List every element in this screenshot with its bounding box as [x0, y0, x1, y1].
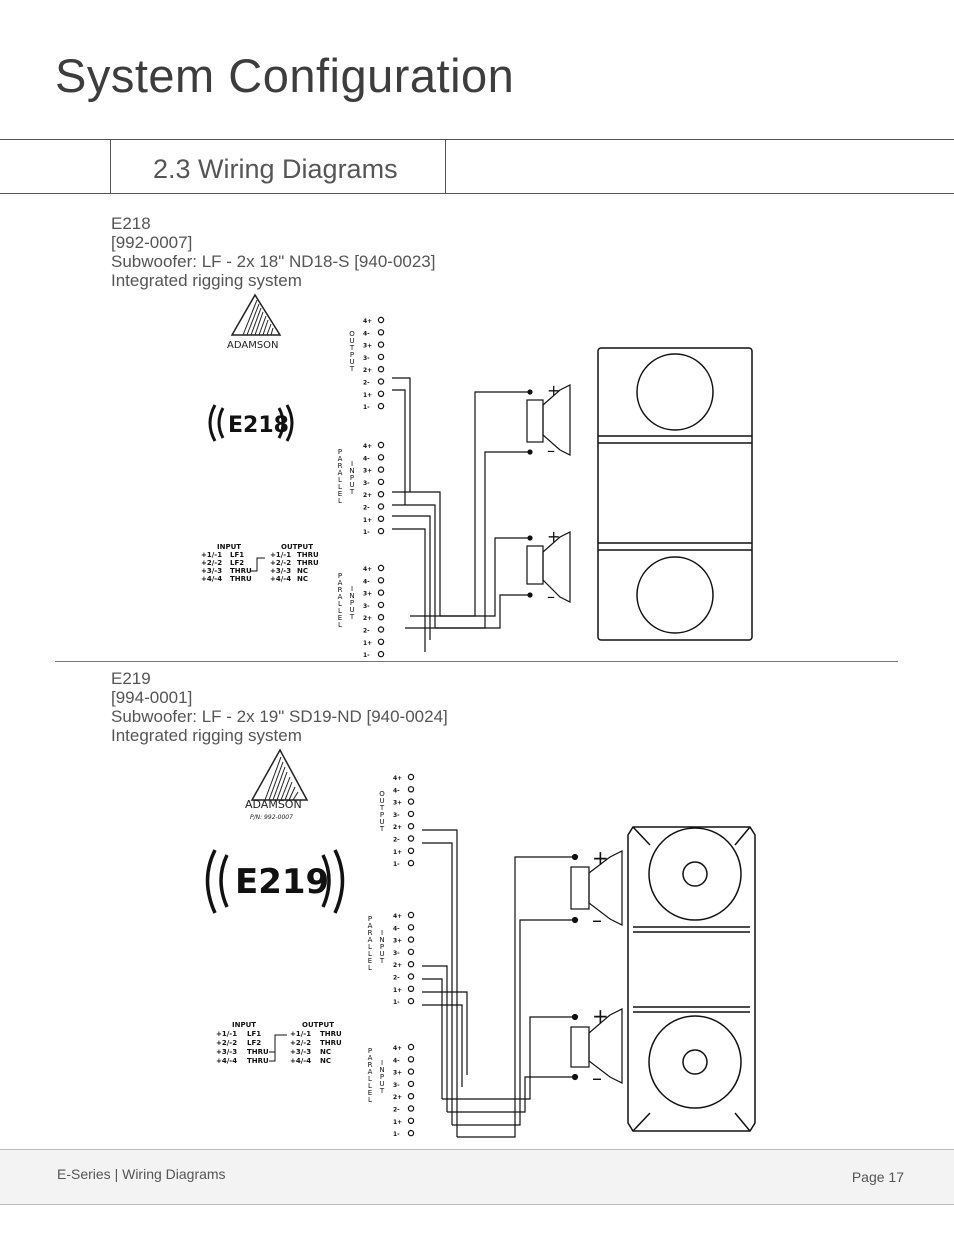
- pin-label: 2+: [393, 824, 403, 832]
- e218-table-output-header: OUTPUT: [281, 543, 313, 551]
- pin-label: 3-: [363, 479, 370, 487]
- e218-badge-text: E218: [228, 413, 289, 438]
- pin-label: 2-: [363, 504, 370, 512]
- pin-terminal: [408, 799, 413, 804]
- pin-terminal: [408, 986, 413, 991]
- pin-label: 4+: [363, 443, 373, 450]
- pin-label: 4+: [393, 1045, 403, 1052]
- e219-info: [111, 669, 448, 745]
- pin-label: 4+: [363, 566, 373, 573]
- pin-terminal: [408, 774, 413, 779]
- connector-label: INPUT: [348, 460, 356, 495]
- e218-info: [111, 214, 436, 290]
- pin-terminal: [378, 639, 383, 644]
- pin-terminal: [408, 787, 413, 792]
- pin-terminal: [378, 391, 383, 396]
- pin-terminal: [378, 529, 383, 534]
- e218-t-r1-inpin: +2/-2: [201, 559, 223, 567]
- pin-terminal: [408, 999, 413, 1004]
- pin-label: 2-: [363, 627, 370, 635]
- pin-label: 4-: [363, 455, 370, 463]
- e218-t-r1-inval: LF2: [230, 559, 245, 567]
- pin-terminal: [378, 516, 383, 521]
- pin-label: 1-: [393, 1131, 400, 1139]
- e219-table-output-header: OUTPUT: [302, 1021, 334, 1029]
- pin-terminal: [378, 652, 383, 657]
- e219-desc: Subwoofer: LF - 2x 19" SD19-ND [940-0024]: [111, 707, 448, 726]
- e218-t-r3-inpin: +4/-4: [201, 575, 223, 583]
- e219-t-r0-inpin: +1/-1: [216, 1030, 238, 1038]
- pin-terminal: [408, 1057, 413, 1062]
- pin-terminal: [408, 912, 413, 917]
- e219-badge: [208, 850, 343, 913]
- pin-label: 2-: [393, 974, 400, 982]
- connector-label: INPUT: [378, 1059, 386, 1094]
- pin-terminal: [408, 824, 413, 829]
- pin-terminal: [408, 974, 413, 979]
- e218-input1-group: [336, 442, 384, 536]
- pin-label: 3+: [363, 467, 373, 475]
- pin-label: 3+: [363, 342, 373, 350]
- pin-label: 4-: [393, 787, 400, 795]
- e219-wiring-diagram: [195, 745, 765, 1145]
- e219-driver-2: [571, 1004, 622, 1090]
- pin-label: 4-: [393, 1057, 400, 1065]
- svg-text:+: +: [592, 1004, 609, 1028]
- pin-terminal: [378, 455, 383, 460]
- e219-t-r0-outval: THRU: [320, 1030, 342, 1038]
- adamson-logo-2: [245, 750, 307, 821]
- e218-t-r3-outval: NC: [297, 575, 308, 583]
- e219-t-r2-inval: THRU: [247, 1048, 269, 1056]
- pin-label: 4+: [363, 318, 373, 325]
- e219-t-r3-outval: NC: [320, 1057, 331, 1065]
- e219-t-r0-outpin: +1/-1: [290, 1030, 312, 1038]
- e218-cabinet: [598, 348, 752, 640]
- footer-page-number: Page 17: [851, 1169, 904, 1185]
- pin-terminal: [378, 578, 383, 583]
- connector-label: INPUT: [348, 585, 356, 620]
- e219-t-r2-outpin: +3/-3: [290, 1048, 312, 1056]
- pin-label: 4-: [393, 925, 400, 933]
- e218-t-r0-inval: LF1: [230, 551, 245, 559]
- e218-input2-group: [336, 565, 384, 658]
- svg-text:+: +: [547, 381, 561, 400]
- pin-terminal: [408, 811, 413, 816]
- pin-label: 3-: [393, 949, 400, 957]
- pin-terminal: [408, 1044, 413, 1049]
- pin-label: 2+: [393, 1094, 403, 1102]
- section-divider: [55, 661, 898, 662]
- pin-label: 4+: [393, 913, 403, 920]
- e219-t-r2-outval: NC: [320, 1048, 331, 1056]
- e218-t-r2-inval: THRU: [230, 567, 252, 575]
- e218-badge: [210, 405, 292, 441]
- e218-t-r0-inpin: +1/-1: [201, 551, 223, 559]
- pin-label: 2+: [363, 615, 373, 623]
- pin-terminal: [378, 404, 383, 409]
- e219-rigging: Integrated rigging system: [111, 726, 302, 745]
- e219-t-r1-inval: LF2: [247, 1039, 262, 1047]
- e219-model: E219: [111, 669, 151, 688]
- pin-label: 1+: [363, 391, 373, 399]
- e218-t-r2-outval: NC: [297, 567, 308, 575]
- pin-label: 1-: [363, 529, 370, 537]
- pin-label: 3-: [363, 602, 370, 610]
- pin-label: 3-: [393, 1081, 400, 1089]
- e218-t-r1-outpin: +2/-2: [270, 559, 292, 567]
- pin-terminal: [408, 1118, 413, 1123]
- pin-terminal: [408, 962, 413, 967]
- pin-label: 2+: [393, 962, 403, 970]
- e218-t-r2-outpin: +3/-3: [270, 567, 292, 575]
- e218-connectors: [336, 317, 384, 658]
- e218-t-r0-outpin: +1/-1: [270, 551, 292, 559]
- pin-label: 1+: [393, 1118, 403, 1126]
- pin-terminal: [378, 467, 383, 472]
- e219-driver-1: [571, 846, 622, 932]
- e219-t-r0-inval: LF1: [247, 1030, 262, 1038]
- e219-logo-text: ADAMSON: [245, 798, 302, 811]
- pin-label: 1+: [363, 639, 373, 647]
- e219-logo-pn: P/N: 992-0007: [250, 814, 293, 821]
- e218-rigging: Integrated rigging system: [111, 271, 302, 290]
- e218-t-r1-outval: THRU: [297, 559, 319, 567]
- pin-terminal: [408, 848, 413, 853]
- pin-terminal: [408, 925, 413, 930]
- pin-terminal: [408, 1131, 413, 1136]
- e219-connectors: [366, 774, 414, 1138]
- e218-model: E218: [111, 214, 151, 233]
- pin-label: 3-: [363, 354, 370, 362]
- e219-t-r3-inval: THRU: [247, 1057, 269, 1065]
- pin-label: 3+: [363, 590, 373, 598]
- e219-t-r1-outval: THRU: [320, 1039, 342, 1047]
- e219-input1-group: [366, 912, 414, 1006]
- pin-terminal: [378, 615, 383, 620]
- pin-terminal: [378, 504, 383, 509]
- e218-wiring-diagram: [195, 290, 765, 658]
- pin-label: 4-: [363, 578, 370, 586]
- pin-terminal: [378, 317, 383, 322]
- pin-terminal: [378, 627, 383, 632]
- pin-label: 3+: [393, 799, 403, 807]
- adamson-logo: [227, 295, 280, 351]
- e218-t-r3-inval: THRU: [230, 575, 252, 583]
- e218-t-r0-outval: THRU: [297, 551, 319, 559]
- section-title: 2.3 Wiring Diagrams: [153, 154, 398, 184]
- e218-t-r3-outpin: +4/-4: [270, 575, 292, 583]
- e219-output-group: [378, 774, 414, 868]
- e218-driver-1: [527, 381, 570, 460]
- pin-terminal: [378, 602, 383, 607]
- e218-desc: Subwoofer: LF - 2x 18" ND18-S [940-0023]: [111, 252, 436, 271]
- pin-terminal: [408, 1069, 413, 1074]
- pin-terminal: [378, 330, 383, 335]
- pin-label: 1-: [363, 652, 370, 658]
- pin-terminal: [408, 937, 413, 942]
- pin-terminal: [378, 492, 383, 497]
- pin-terminal: [378, 342, 383, 347]
- pin-terminal: [408, 949, 413, 954]
- pin-terminal: [408, 861, 413, 866]
- pin-terminal: [408, 1094, 413, 1099]
- e219-cabinet: [628, 827, 755, 1131]
- pin-label: 3-: [393, 811, 400, 819]
- svg-text:–: –: [547, 441, 555, 460]
- footer-section-label: E-Series | Wiring Diagrams: [57, 1166, 226, 1182]
- e218-logo-text: ADAMSON: [227, 340, 279, 351]
- page-footer: [0, 1149, 954, 1205]
- page-title: System Configuration: [55, 49, 515, 102]
- pin-terminal: [378, 367, 383, 372]
- pin-label: 2-: [393, 836, 400, 844]
- parallel-label: PARALLEL: [336, 572, 344, 628]
- e219-t-r3-outpin: +4/-4: [290, 1057, 312, 1065]
- e219-t-r1-inpin: +2/-2: [216, 1039, 238, 1047]
- svg-text:–: –: [592, 908, 602, 932]
- svg-text:+: +: [592, 846, 609, 870]
- e219-input2-group: [366, 1044, 414, 1138]
- pin-terminal: [378, 379, 383, 384]
- pin-label: 2+: [363, 492, 373, 500]
- pin-label: 1+: [393, 848, 403, 856]
- pin-label: 4+: [393, 775, 403, 782]
- connector-label: INPUT: [378, 929, 386, 964]
- pin-terminal: [408, 1081, 413, 1086]
- parallel-label: PARALLEL: [336, 448, 344, 504]
- pin-label: 3+: [393, 937, 403, 945]
- pin-terminal: [378, 442, 383, 447]
- e219-part: [994-0001]: [111, 688, 193, 707]
- section-rule-bottom: [0, 193, 954, 194]
- connector-label: OUTPUT: [348, 330, 356, 372]
- pin-label: 1-: [393, 999, 400, 1007]
- e219-t-r3-inpin: +4/-4: [216, 1057, 238, 1065]
- e219-t-r2-inpin: +3/-3: [216, 1048, 238, 1056]
- pin-terminal: [378, 590, 383, 595]
- connector-label: OUTPUT: [378, 790, 386, 832]
- svg-text:–: –: [547, 587, 555, 606]
- e219-badge-text: E219: [235, 862, 330, 902]
- e218-table-input-header: INPUT: [217, 543, 242, 551]
- pin-terminal: [378, 354, 383, 359]
- svg-text:–: –: [592, 1066, 602, 1090]
- e218-driver-2: [527, 527, 570, 606]
- pin-terminal: [378, 479, 383, 484]
- pin-label: 1-: [363, 404, 370, 412]
- pin-label: 1+: [393, 986, 403, 994]
- parallel-label: PARALLEL: [366, 1047, 374, 1103]
- pin-label: 3+: [393, 1069, 403, 1077]
- parallel-label: PARALLEL: [366, 915, 374, 971]
- pin-label: 2+: [363, 367, 373, 375]
- pin-label: 1+: [363, 516, 373, 524]
- e219-table-input-header: INPUT: [232, 1021, 257, 1029]
- svg-text:+: +: [547, 527, 561, 546]
- pin-terminal: [408, 836, 413, 841]
- pin-label: 1-: [393, 861, 400, 869]
- e218-part: [992-0007]: [111, 233, 193, 252]
- e218-t-r2-inpin: +3/-3: [201, 567, 223, 575]
- pin-label: 4-: [363, 330, 370, 338]
- pin-label: 2-: [393, 1106, 400, 1114]
- pin-label: 2-: [363, 379, 370, 387]
- pin-terminal: [408, 1106, 413, 1111]
- pin-terminal: [378, 565, 383, 570]
- e218-output-group: [348, 317, 384, 411]
- e219-t-r1-outpin: +2/-2: [290, 1039, 312, 1047]
